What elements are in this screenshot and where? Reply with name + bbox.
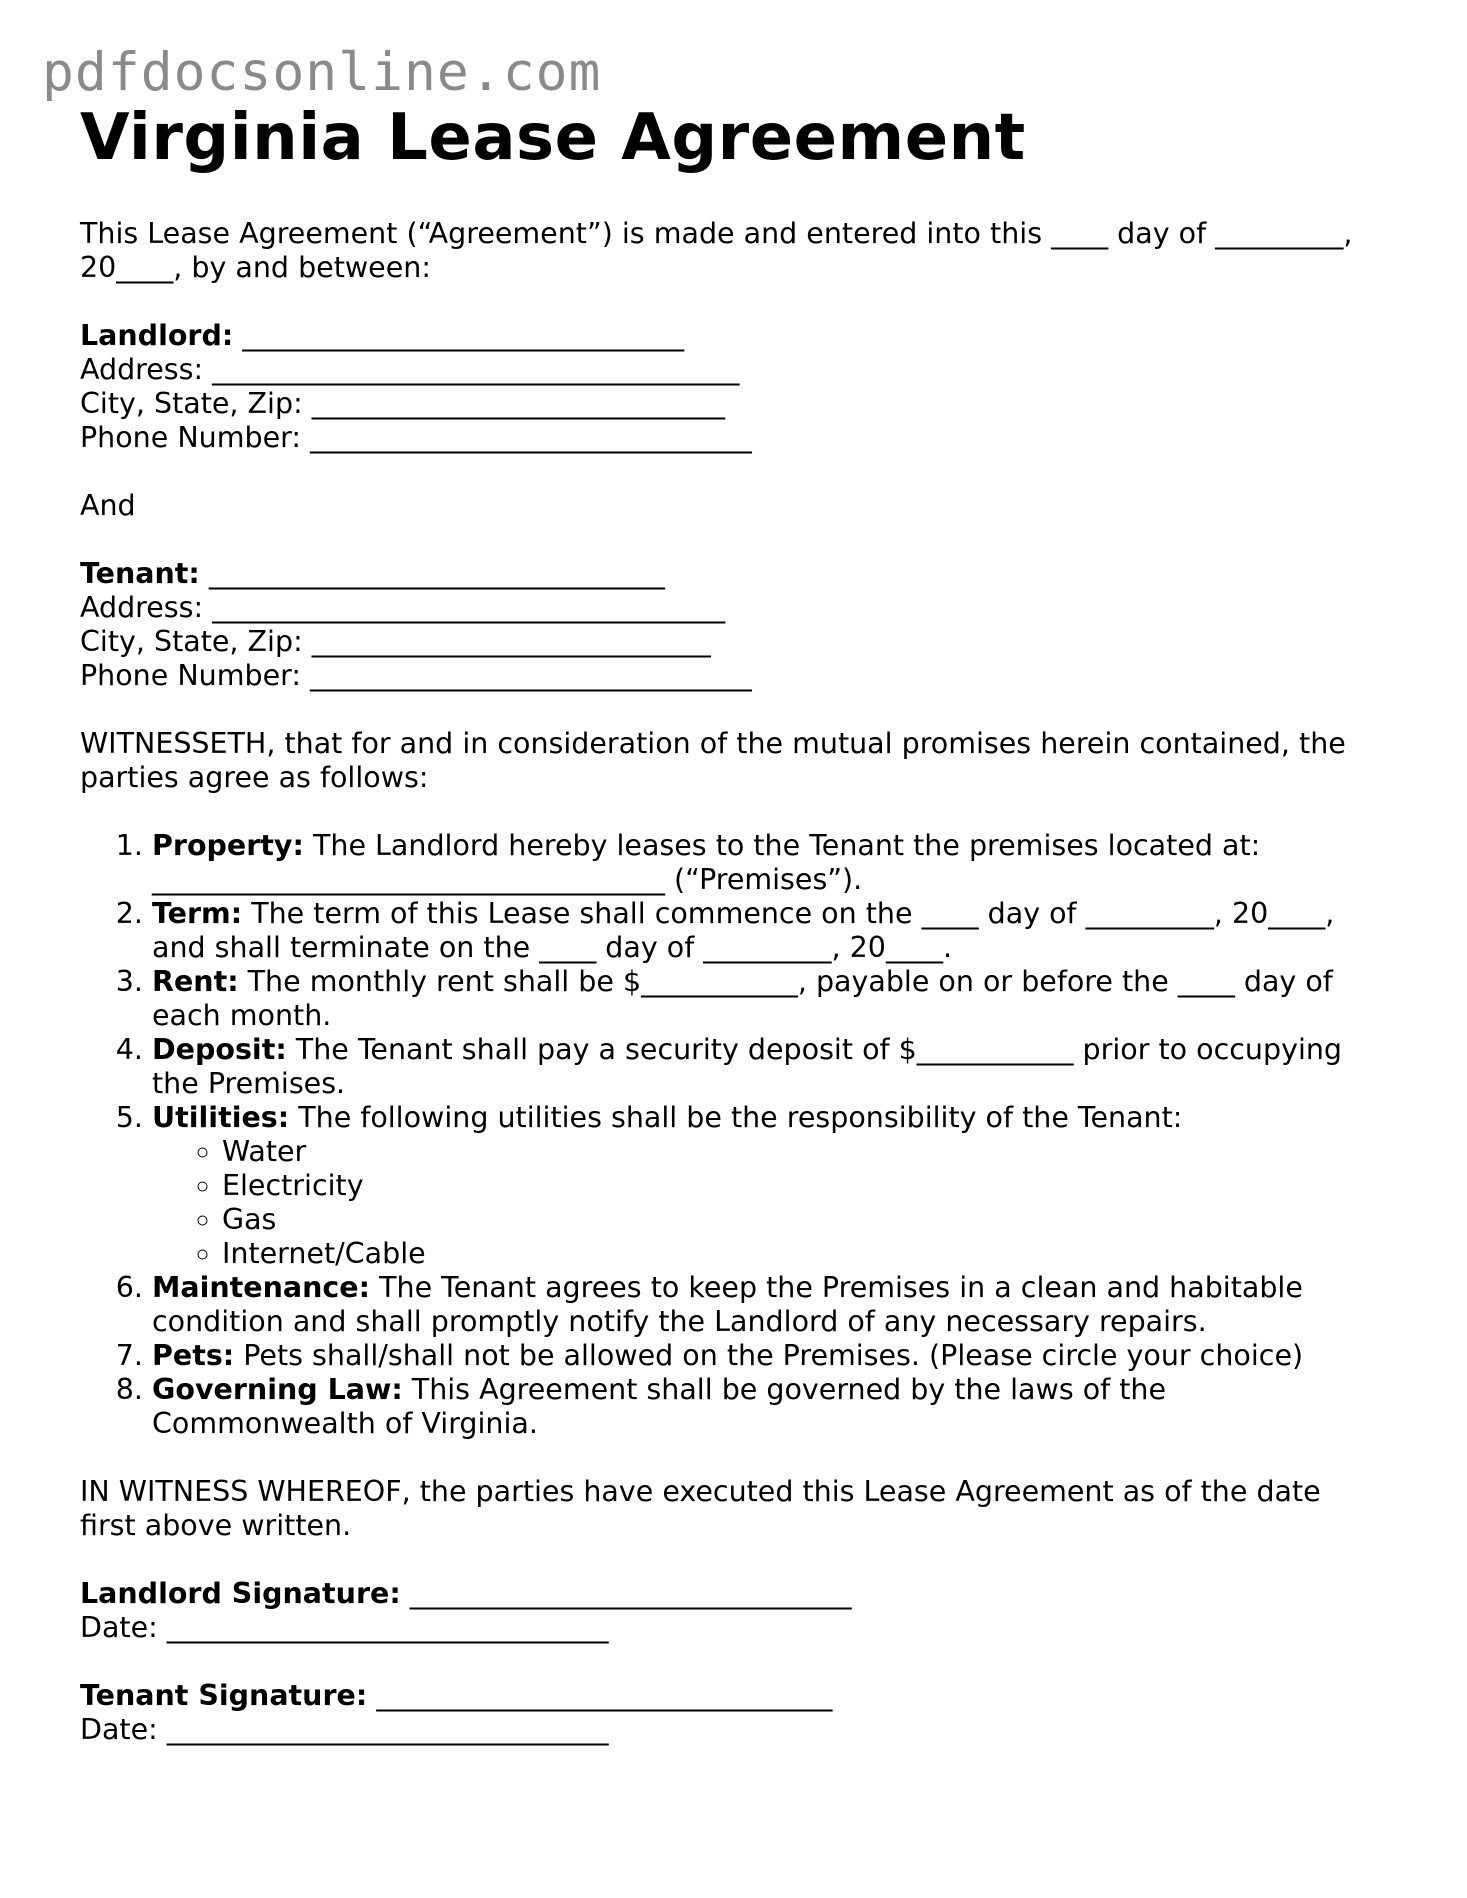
clause-utilities: [152, 1101, 1400, 1271]
clause-label: Property:: [152, 828, 304, 862]
clause-deposit: [152, 1033, 1400, 1101]
clause-rent: [152, 965, 1400, 1033]
clause-text[interactable]: and shall terminate on the ____ day of _________, 20____.: [152, 930, 953, 964]
clause-text[interactable]: The monthly rent shall be $___________, payable on or before the ____ day of: [238, 964, 1333, 998]
clause-text: each month.: [152, 998, 332, 1032]
landlord-name-field[interactable]: _______________________________: [233, 318, 685, 352]
utilities-list: [152, 1135, 1400, 1271]
tenant-address-field[interactable]: Address: ____________________________________: [80, 590, 726, 624]
clause-text[interactable]: The term of this Lease shall commence on the ____ day of _________, 20____,: [242, 896, 1335, 930]
clause-text[interactable]: The Tenant shall pay a security deposit of $___________ prior to occupying: [286, 1032, 1343, 1066]
tenant-name-line[interactable]: [80, 557, 1400, 591]
landlord-block: [80, 319, 1400, 455]
clause-pets: [152, 1339, 1400, 1373]
landlord-signature-line[interactable]: [80, 1577, 1400, 1611]
clauses-list: [80, 829, 1400, 1441]
document-title: Virginia Lease Agreement: [80, 101, 1026, 175]
tenant-phone-field[interactable]: Phone Number: _______________________________: [80, 658, 752, 692]
clause-text: This Agreement shall be governed by the laws of the: [402, 1372, 1167, 1406]
clause-label: Maintenance:: [152, 1270, 371, 1304]
landlord-city-field[interactable]: City, State, Zip: _____________________________: [80, 386, 725, 420]
landlord-date-field[interactable]: Date: _______________________________: [80, 1610, 609, 1644]
clause-label: Term:: [152, 896, 243, 930]
tenant-date-field[interactable]: Date: _______________________________: [80, 1712, 609, 1746]
tenant-signature-block: [80, 1679, 1400, 1747]
utility-item: ◦ Gas: [222, 1203, 1400, 1237]
landlord-name-line[interactable]: [80, 319, 1400, 353]
witnesseth-line: parties agree as follows:: [80, 760, 429, 794]
clause-text: The Landlord hereby leases to the Tenant the premises located at:: [303, 828, 1261, 862]
clause-label: Governing Law:: [152, 1372, 403, 1406]
tenant-signature-line[interactable]: [80, 1679, 1400, 1713]
intro-line: This Lease Agreement (“Agreement”) is made and entered into this ____ day of _________,: [80, 216, 1353, 250]
clause-text[interactable]: Pets shall/shall not be allowed on the Premises. (Please circle your choice): [234, 1338, 1304, 1372]
premises-field[interactable]: ____________________________________ (“Premises”).: [152, 862, 863, 896]
witness-whereof-paragraph: [80, 1475, 1400, 1543]
clause-text: Commonwealth of Virginia.: [152, 1406, 538, 1440]
intro-paragraph: [80, 217, 1400, 285]
clause-text: The following utilities shall be the responsibility of the Tenant:: [289, 1100, 1183, 1134]
witnesseth-line: WITNESSETH, that for and in consideration of the mutual promises herein contained, the: [80, 726, 1346, 760]
landlord-address-field[interactable]: Address: _____________________________________: [80, 352, 740, 386]
watermark: pdfdocsonline.com: [42, 42, 602, 103]
utility-item: ◦ Internet/Cable: [222, 1237, 1400, 1271]
landlord-signature-block: [80, 1577, 1400, 1645]
clause-maintenance: [152, 1271, 1400, 1339]
landlord-signature-field[interactable]: _______________________________: [400, 1576, 852, 1610]
intro-line: 20____, by and between:: [80, 250, 431, 284]
clause-text: the Premises.: [152, 1066, 346, 1100]
witness-whereof-line: first above written.: [80, 1508, 352, 1542]
clause-label: Pets:: [152, 1338, 235, 1372]
landlord-phone-field[interactable]: Phone Number: _______________________________: [80, 420, 752, 454]
tenant-city-field[interactable]: City, State, Zip: ____________________________: [80, 624, 711, 658]
utility-item: ◦ Electricity: [222, 1169, 1400, 1203]
clause-property: [152, 829, 1400, 897]
clause-governing-law: [152, 1373, 1400, 1441]
document-page: [80, 100, 1400, 1747]
clause-label: Deposit:: [152, 1032, 287, 1066]
clause-label: Rent:: [152, 964, 239, 998]
clause-term: [152, 897, 1400, 965]
clause-text: The Tenant agrees to keep the Premises in a clean and habitable: [370, 1270, 1303, 1304]
tenant-label: Tenant:: [80, 556, 200, 590]
clause-text: condition and shall promptly notify the Landlord of any necessary repairs.: [152, 1304, 1207, 1338]
witness-whereof-line: IN WITNESS WHEREOF, the parties have executed this Lease Agreement as of the date: [80, 1474, 1321, 1508]
witnesseth-paragraph: [80, 727, 1400, 795]
tenant-block: [80, 557, 1400, 693]
and-text: And: [80, 488, 136, 522]
tenant-signature-field[interactable]: ________________________________: [367, 1678, 833, 1712]
landlord-label: Landlord:: [80, 318, 234, 352]
landlord-signature-label: Landlord Signature:: [80, 1576, 401, 1610]
tenant-name-field[interactable]: ________________________________: [199, 556, 665, 590]
utility-item: ◦ Water: [222, 1135, 1400, 1169]
clause-label: Utilities:: [152, 1100, 290, 1134]
tenant-signature-label: Tenant Signature:: [80, 1678, 368, 1712]
